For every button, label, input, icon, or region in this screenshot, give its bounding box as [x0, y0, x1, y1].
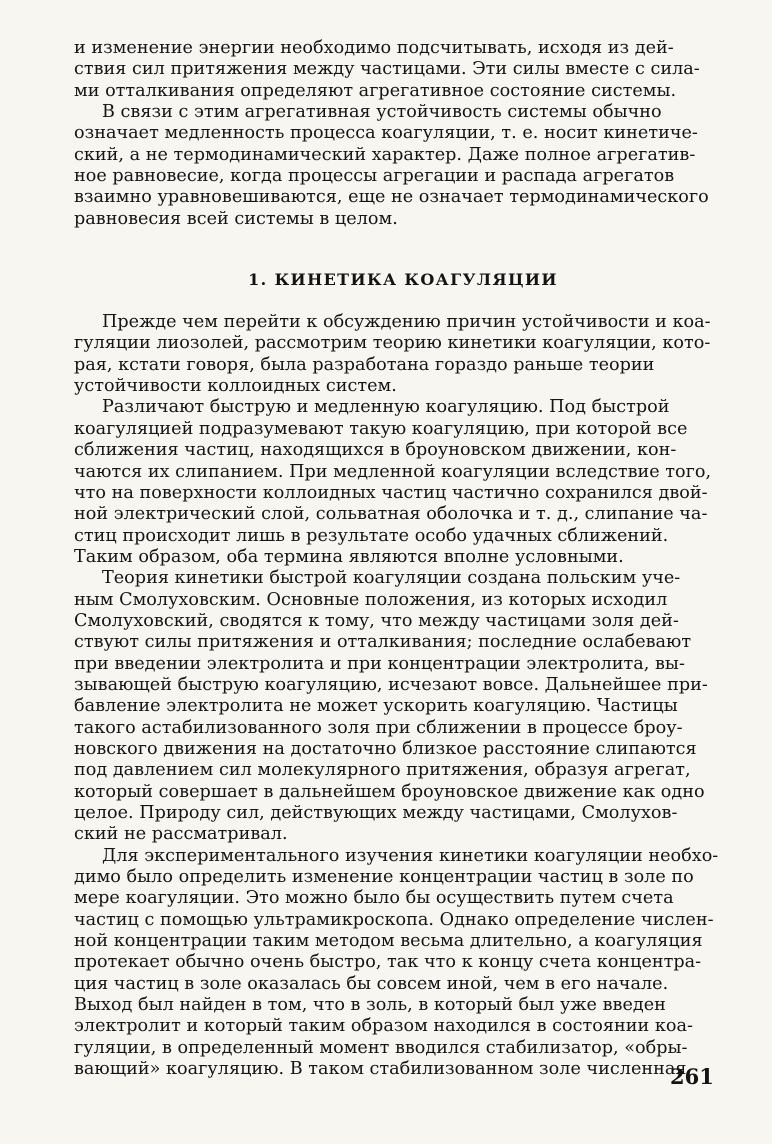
text-line: Теория кинетики быстрой коагуляции создана польским уче-: [102, 568, 681, 589]
text-line: протекает обычно очень быстро, так что к концу счета концентра-: [74, 952, 702, 973]
page-number: 261: [670, 1064, 714, 1089]
text-line: ствия сил притяжения между частицами. Эти силы вместе с сила-: [74, 59, 700, 80]
paragraph-experimental-study: [74, 846, 732, 1081]
text-line: Таким образом, оба термина являются вполне условными.: [74, 546, 624, 567]
text-line: частиц с помощью ультрамикроскопа. Однако определение числен-: [74, 909, 714, 930]
text-line: ский, а не термодинамический характер. Даже полное агрегатив-: [74, 144, 696, 165]
text-line: мере коагуляции. Это можно было бы осуществить путем счета: [74, 888, 674, 909]
text-line: который совершает в дальнейшем броуновское движение как одно: [74, 781, 705, 802]
text-line: гуляции лиозолей, рассмотрим теорию кинетики коагуляции, кото-: [74, 333, 711, 354]
section-heading: 1. КИНЕТИКА КОАГУЛЯЦИИ: [248, 270, 558, 290]
text-line: устойчивости коллоидных систем.: [74, 376, 397, 397]
text-line: целое. Природу сил, действующих между частицами, Смолухов-: [74, 803, 678, 823]
paragraph-intro: [74, 312, 732, 397]
text-line: под давлением сил молекулярного притяжения, образуя агрегат,: [74, 760, 691, 781]
text-line: означает медленность процесса коагуляции, т. е. носит кинетиче-: [74, 123, 698, 144]
text-line: ми отталкивания определяют агрегативное состояние системы.: [74, 80, 677, 101]
paragraph-aggregative-stability: [74, 102, 732, 230]
text-line: такого астабилизованного золя при сближении в процессе броу-: [74, 717, 683, 738]
main-text: [74, 38, 732, 1080]
text-line: Для экспериментального изучения кинетики коагуляции необхо-: [102, 845, 719, 866]
text-line: зывающей быструю коагуляцию, исчезают вовсе. Дальнейшее при-: [74, 674, 708, 695]
text-line: новского движения на достаточно близкое расстояние слипаются: [74, 738, 697, 759]
text-line: Выход был найден в том, что в золь, в который был уже введен: [74, 995, 666, 1016]
text-line: В связи с этим агрегативная устойчивость системы обычно: [102, 102, 662, 123]
text-line: стиц происходит лишь в результате особо удачных сближений.: [74, 525, 669, 546]
text-line: бавление электролита не может ускорить коагуляцию. Частицы: [74, 696, 678, 717]
text-line: ствуют силы притяжения и отталкивания; последние ослабевают: [74, 632, 692, 653]
text-line: Прежде чем перейти к обсуждению причин устойчивости и коа-: [102, 312, 711, 333]
text-line: ция частиц в золе оказалась бы совсем иной, чем в его начале.: [74, 973, 669, 994]
paragraph-continued: [74, 38, 732, 102]
text-line: вающий» коагуляцию. В таком стабилизованном золе численная: [74, 1059, 687, 1080]
text-line: что на поверхности коллоидных частиц частично сохранился двой-: [74, 482, 708, 503]
text-line: Различают быструю и медленную коагуляцию. Под быстрой: [102, 397, 670, 418]
text-line: равновесия всей системы в целом.: [74, 208, 398, 229]
text-line: ский не рассматривал.: [74, 824, 288, 845]
text-line: Смолуховский, сводятся к тому, что между частицами золя дей-: [74, 610, 679, 631]
paragraph-smoluchowski-theory: [74, 568, 732, 845]
text-line: взаимно уравновешиваются, еще не означает термодинамического: [74, 187, 709, 208]
text-line: ной электрический слой, сольватная оболочка и т. д., слипание ча-: [74, 504, 708, 525]
text-line: ной концентрации таким методом весьма длительно, а коагуляция: [74, 931, 703, 952]
text-line: чаются их слипанием. При медленной коагуляции вследствие того,: [74, 461, 712, 482]
text-line: и изменение энергии необходимо подсчитывать, исходя из дей-: [74, 38, 674, 58]
text-line: ное равновесие, когда процессы агрегации и распада агрегатов: [74, 166, 675, 187]
text-line: рая, кстати говоря, была разработана гораздо раньше теории: [74, 354, 655, 375]
text-line: коагуляцией подразумевают такую коагуляцию, при которой все: [74, 418, 688, 439]
text-line: гуляции, в определенный момент вводился стабилизатор, «обры-: [74, 1037, 688, 1058]
text-line: сближения частиц, находящихся в броуновском движении, кон-: [74, 440, 677, 461]
text-line: димо было определить изменение концентрации частиц в золе по: [74, 867, 694, 888]
text-line: ным Смолуховским. Основные положения, из которых исходил: [74, 589, 668, 610]
paragraph-fast-slow-coagulation: [74, 397, 732, 568]
text-line: при введении электролита и при концентрации электролита, вы-: [74, 653, 685, 674]
text-line: электролит и который таким образом находился в состоянии коа-: [74, 1016, 693, 1037]
